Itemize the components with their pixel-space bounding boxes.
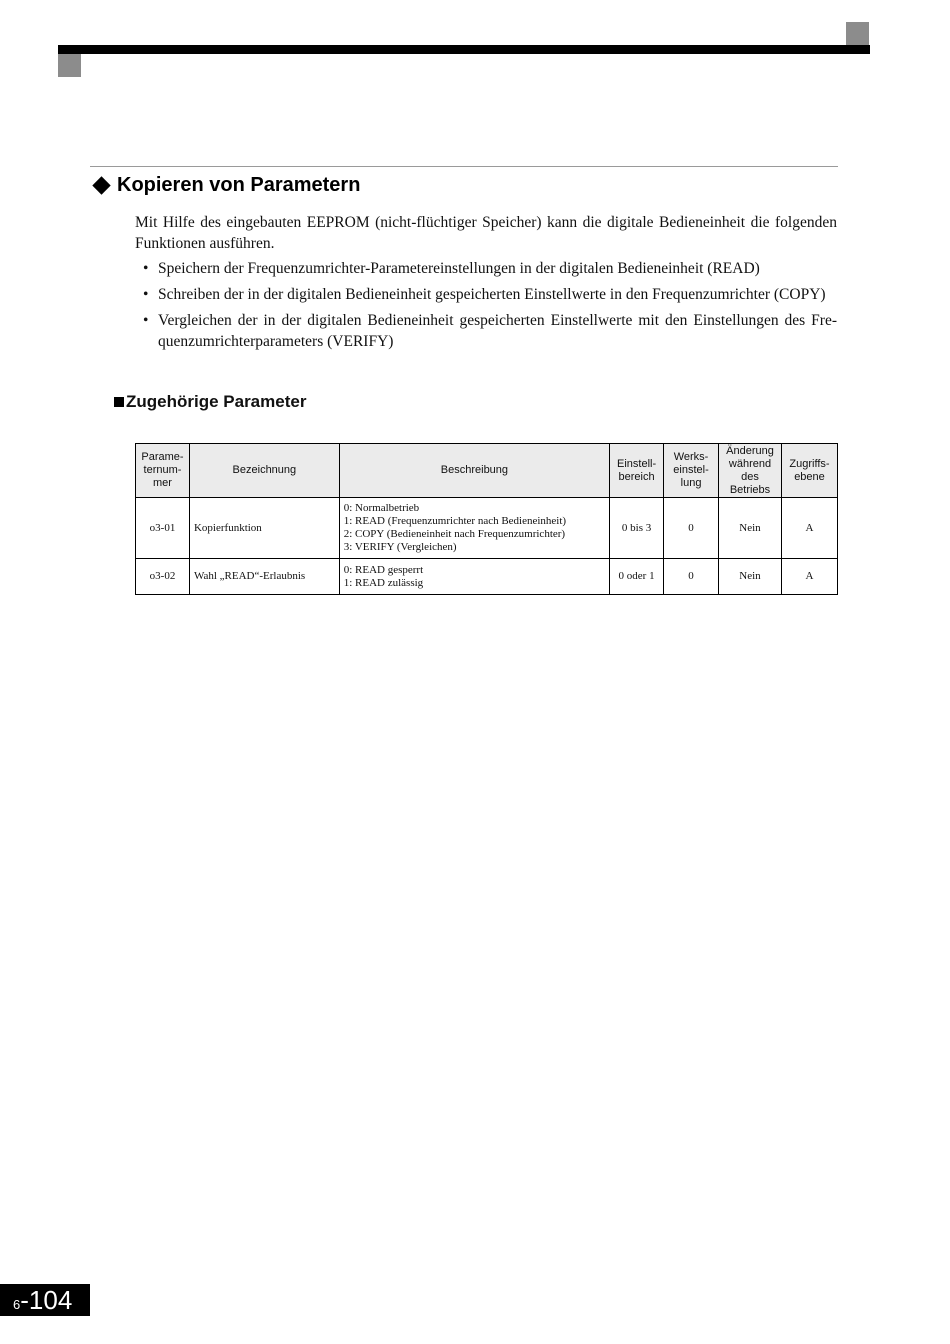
section-heading (92, 172, 360, 198)
cell-access-level: A (781, 498, 837, 559)
cell-name: Wahl „READ“-Erlaubnis (189, 559, 339, 595)
bullet-icon: • (143, 312, 149, 329)
header-rule-bar (58, 45, 870, 54)
cell-range: 0 oder 1 (610, 559, 664, 595)
cell-access-level: A (781, 559, 837, 595)
parameter-table (135, 443, 838, 595)
cell-factory-setting: 0 (664, 498, 719, 559)
square-bullet-icon (114, 397, 124, 407)
section-title: Kopieren von Parametern (117, 174, 361, 196)
cell-description: 0: READ gesperrt 1: READ zulässig (339, 559, 609, 595)
subsection-title: Zugehörige Parameter (126, 392, 307, 411)
cell-param-no: o3-01 (136, 498, 190, 559)
table-header-row (136, 444, 838, 498)
cell-change-during-run: Nein (719, 559, 782, 595)
bullet-item: • Schreiben der in der digitalen Bedieneinheit gespeicherten Einstellwerte in den Frequenzumrichter (COPY) (143, 286, 826, 303)
header-param-no: Parame- ternum- mer (136, 444, 190, 498)
cell-change-during-run: Nein (719, 498, 782, 559)
table-row (136, 559, 838, 595)
cell-param-no: o3-02 (136, 559, 190, 595)
header-range: Einstell- bereich (610, 444, 664, 498)
section-divider (90, 166, 838, 167)
subsection-heading (114, 390, 306, 414)
cell-name: Kopierfunktion (189, 498, 339, 559)
chapter-number: 6 (13, 1297, 21, 1312)
header-corner-square-right (846, 22, 869, 45)
bullet-item: • Speichern der Frequenzumrichter-Parametereinstellungen in der digitalen Bedieneinheit (READ) (143, 260, 760, 277)
cell-range: 0 bis 3 (610, 498, 664, 559)
page-number-badge (0, 1284, 90, 1316)
header-description: Beschreibung (339, 444, 609, 498)
table-row (136, 498, 838, 559)
intro-paragraph: Mit Hilfe des eingebauten EEPROM (nicht-flüchtiger Speicher) kann die digitale Bedieneinheit die folgenden Funktionen ausführen. (135, 214, 837, 252)
diamond-icon (92, 176, 110, 194)
header-corner-square-left (58, 54, 81, 77)
cell-description: 0: Normalbetrieb 1: READ (Frequenzumrichter nach Bedieneinheit) 2: COPY (Bedieneinheit nach Frequenzumrichter) 3: VERIFY (Vergleichen) (339, 498, 609, 559)
bullet-list (135, 258, 837, 352)
section-body (135, 212, 837, 357)
header-name: Bezeichnung (189, 444, 339, 498)
bullet-icon: • (143, 260, 149, 277)
bullet-item: • Vergleichen der in der digitalen Bedieneinheit gespeicherten Einstellwerte mit den Einstellungen des Fre-quenzumrichterparameters (VERIFY) (143, 312, 837, 350)
page-number: -104 (20, 1285, 73, 1315)
header-factory-setting: Werks- einstel- lung (664, 444, 719, 498)
header-change-during-run: Änderung während des Betriebs (719, 444, 782, 498)
header-access-level: Zugriffs- ebene (781, 444, 837, 498)
cell-factory-setting: 0 (664, 559, 719, 595)
bullet-icon: • (143, 286, 149, 303)
